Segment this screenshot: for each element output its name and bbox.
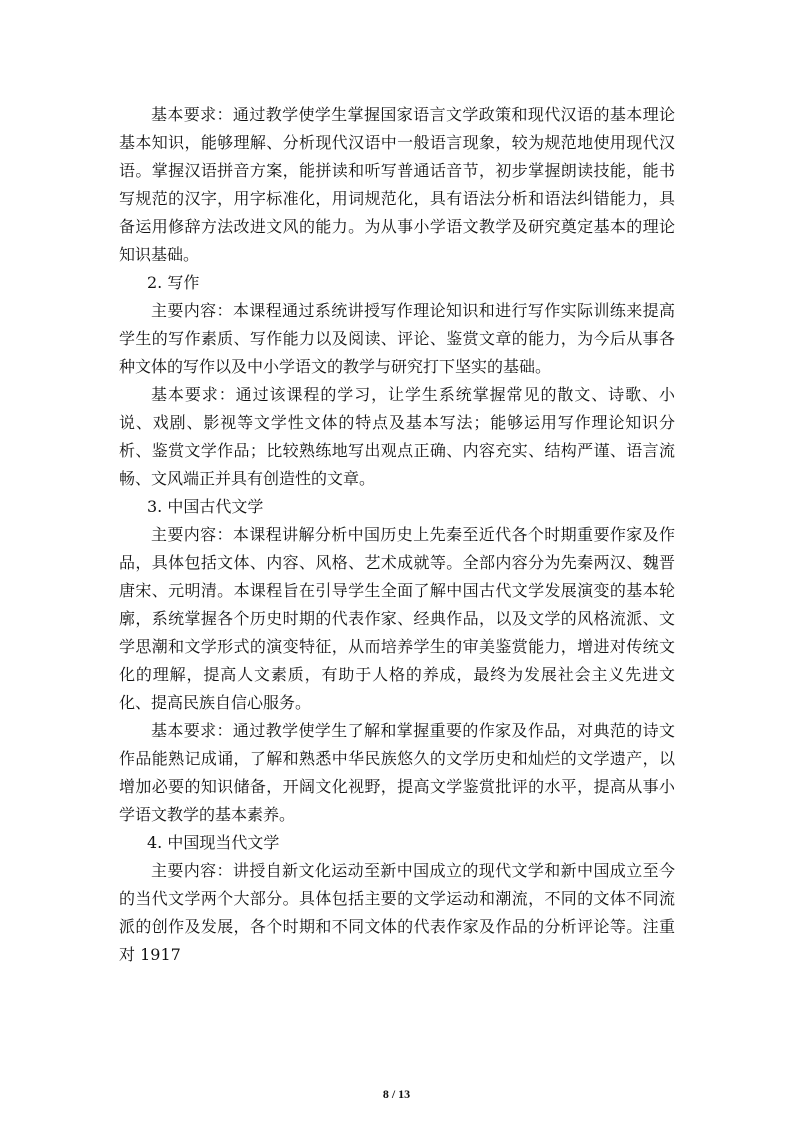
page-number: 8 / 13 [382, 1087, 411, 1101]
paragraph-requirements-modern-chinese: 基本要求：通过教学使学生掌握国家语言文学政策和现代汉语的基本理论基本知识，能够理解、分析现代汉语中一般语言现象，较为规范地使用现代汉语。掌握汉语拼音方案，能拼读和听写普通话音节，初步掌握朗读技能，能书写规范的汉字，用字标准化，用词规范化，具有语法分析和语法纠错能力，具备运用修辞方法改进文风的能力。为从事小学语文教学及研究奠定基本的理论知识基础。 [119, 105, 675, 264]
section-heading-writing: 2. 写作 [147, 273, 200, 292]
paragraph-writing-content: 主要内容：本课程通过系统讲授写作理论知识和进行写作实际训练来提高学生的写作素质、写作能力以及阅读、评论、鉴赏文章的能力，为今后从事各种文体的写作以及中小学语文的教学与研究打下坚实的基础。 [119, 301, 675, 376]
section-heading-modern-literature: 4. 中国现当代文学 [147, 833, 280, 852]
section-heading-ancient-literature: 3. 中国古代文学 [147, 497, 264, 516]
paragraph-writing-requirements: 基本要求：通过该课程的学习，让学生系统掌握常见的散文、诗歌、小说、戏剧、影视等文学性文体的特点及基本写法；能够运用写作理论知识分析、鉴赏文学作品；比较熟练地写出观点正确、内容充实、结构严谨、语言流畅、文风端正并具有创造性的文章。 [119, 385, 675, 488]
paragraph-ancient-literature-requirements: 基本要求：通过教学使学生了解和掌握重要的作家及作品，对典范的诗文作品能熟记成诵，了解和熟悉中华民族悠久的文学历史和灿烂的文学遗产，以增加必要的知识储备，开阔文化视野，提高文学鉴赏批评的水平，提高从事小学语文教学的基本素养。 [119, 721, 675, 824]
paragraph-modern-literature-content: 主要内容：讲授自新文化运动至新中国成立的现代文学和新中国成立至今的当代文学两个大部分。具体包括主要的文学运动和潮流，不同的文体不同流派的创作及发展，各个时期和不同文体的代表作家及作品的分析评论等。注重对 1917 [119, 861, 675, 964]
document-body [119, 101, 675, 969]
paragraph-ancient-literature-content: 主要内容：本课程讲解分析中国历史上先秦至近代各个时期重要作家及作品，具体包括文体、内容、风格、艺术成就等。全部内容分为先秦两汉、魏晋唐宋、元明清。本课程旨在引导学生全面了解中国古代文学发展演变的基本轮廓，系统掌握各个历史时期的代表作家、经典作品，以及文学的风格流派、文学思潮和文学形式的演变特征，从而培养学生的审美鉴赏能力，增进对传统文化的理解，提高人文素质，有助于人格的养成，最终为发展社会主义先进文化、提高民族自信心服务。 [119, 525, 675, 712]
